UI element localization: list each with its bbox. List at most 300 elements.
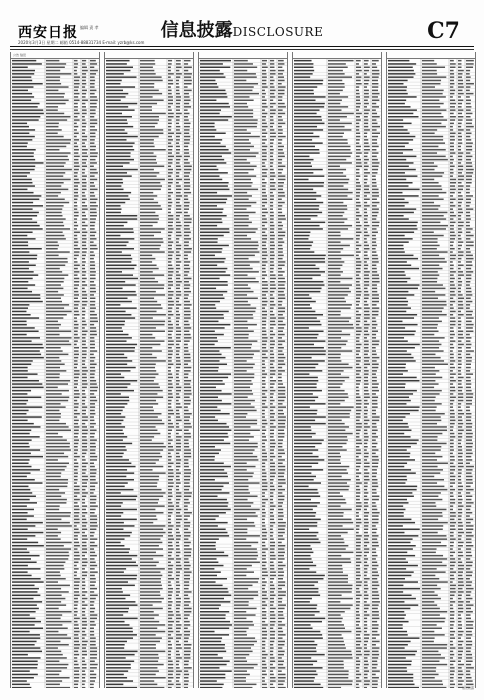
table-cell-text — [234, 238, 251, 240]
table-cell-text — [46, 618, 61, 620]
table-cell-text — [184, 674, 189, 676]
masthead-rule — [10, 46, 474, 47]
table-cell-text — [388, 189, 420, 191]
table-cell-text — [176, 255, 181, 257]
table-cell-text — [184, 96, 190, 98]
table-cell-text — [278, 274, 283, 276]
table-cell-text — [168, 585, 172, 587]
table-cell-text — [12, 119, 39, 121]
table-cell-text — [168, 423, 173, 425]
table-cell-text — [12, 96, 34, 98]
table-cell-text — [82, 169, 85, 171]
table-cell-text — [364, 482, 368, 484]
table-cell-text — [328, 281, 340, 283]
table-cell-text — [200, 472, 227, 474]
table-cell-text — [356, 591, 360, 593]
table-cell-text — [466, 106, 471, 108]
table-cell-text — [200, 512, 226, 514]
table-cell-text — [74, 304, 79, 306]
table-cell-text — [294, 657, 311, 659]
table-cell-text — [184, 350, 189, 352]
table-cell-text — [12, 80, 32, 82]
table-cell-text — [200, 453, 219, 455]
table-cell-text — [372, 360, 377, 362]
table-cell-text — [46, 248, 58, 250]
table-cell-text — [458, 261, 461, 263]
table-cell-text — [294, 426, 311, 428]
table-cell-text — [176, 684, 181, 686]
table-cell-text — [278, 156, 285, 158]
table-cell-text — [270, 463, 275, 465]
table-cell-text — [262, 205, 265, 207]
table-cell-text — [106, 106, 128, 108]
table-cell-text — [140, 545, 159, 547]
table-cell-text — [90, 321, 98, 323]
table-cell-text — [278, 552, 285, 554]
table-cell-text — [74, 212, 79, 214]
table-cell-text — [176, 661, 179, 663]
table-cell-text — [364, 281, 369, 283]
table-cell-text — [372, 248, 376, 250]
table-cell-text — [74, 529, 79, 531]
table-cell-text — [422, 284, 443, 286]
table-cell-text — [458, 251, 464, 253]
table-cell-text — [46, 463, 69, 465]
table-cell-text — [12, 321, 27, 323]
table-cell-text — [184, 482, 190, 484]
table-cell-text — [364, 436, 369, 438]
table-cell-text — [372, 439, 376, 441]
table-cell-text — [82, 235, 86, 237]
table-cell-text — [278, 492, 282, 494]
table-cell-text — [422, 113, 441, 115]
table-cell-text — [168, 175, 171, 177]
table-cell-text — [262, 472, 266, 474]
table-cell-text — [262, 129, 266, 131]
table-cell-text — [168, 667, 173, 669]
table-cell-text — [270, 459, 273, 461]
table-cell-text — [466, 271, 473, 273]
table-cell-text — [234, 288, 251, 290]
table-cell-text — [82, 208, 88, 210]
table-cell-text — [184, 555, 191, 557]
table-cell-text — [12, 588, 39, 590]
table-cell-text — [82, 532, 85, 534]
table-cell-text — [356, 529, 359, 531]
table-cell-text — [278, 80, 285, 82]
table-cell-text — [356, 288, 361, 290]
disclosure-columns — [10, 52, 474, 692]
table-cell-text — [74, 83, 80, 85]
table-cell-text — [184, 446, 189, 448]
table-cell-text — [82, 70, 88, 72]
table-cell-text — [328, 185, 344, 187]
table-cell-text — [278, 571, 284, 573]
table-cell-text — [82, 413, 86, 415]
table-cell-text — [262, 215, 266, 217]
table-cell-text — [372, 142, 377, 144]
table-cell-text — [372, 119, 376, 121]
table-cell-text — [356, 136, 360, 138]
table-cell-text — [12, 502, 37, 504]
table-cell-text — [364, 595, 369, 597]
table-cell-text — [278, 288, 285, 290]
table-cell-text — [140, 535, 163, 537]
table-cell-text — [262, 687, 267, 688]
table-cell-text — [422, 324, 438, 326]
table-cell-text — [234, 641, 257, 643]
table-cell-text — [12, 281, 28, 283]
table-cell-text — [278, 109, 283, 111]
table-cell-text — [234, 529, 247, 531]
table-cell-text — [278, 364, 285, 366]
table-cell-text — [372, 529, 377, 531]
table-cell-text — [176, 472, 181, 474]
table-cell-text — [278, 601, 282, 603]
table-cell-text — [270, 235, 275, 237]
table-cell-text — [12, 410, 29, 412]
table-cell-text — [46, 499, 67, 501]
table-cell-text — [12, 304, 29, 306]
table-cell-text — [294, 459, 324, 461]
table-cell-text — [328, 317, 351, 319]
table-cell-text — [388, 265, 411, 267]
table-cell-text — [364, 274, 369, 276]
table-cell-text — [168, 182, 173, 184]
table-cell-text — [12, 192, 34, 194]
table-cell-text — [372, 634, 380, 636]
table-cell-text — [262, 459, 267, 461]
table-cell-text — [106, 291, 136, 293]
table-cell-text — [82, 182, 87, 184]
table-cell-text — [200, 307, 216, 309]
table-cell-text — [74, 142, 77, 144]
table-cell-text — [168, 571, 173, 573]
table-cell-text — [176, 621, 180, 623]
table-cell-text — [372, 674, 376, 676]
table-cell-text — [82, 199, 87, 201]
table-cell-text — [82, 185, 86, 187]
table-cell-text — [12, 60, 36, 62]
table-cell-text — [176, 393, 179, 395]
table-cell-text — [106, 436, 127, 438]
table-cell-text — [356, 354, 359, 356]
table-cell-text — [90, 439, 97, 441]
table-cell-text — [458, 139, 462, 141]
table-cell-text — [422, 265, 439, 267]
table-cell-text — [234, 169, 254, 171]
table-cell-text — [328, 581, 348, 583]
table-cell-text — [82, 410, 86, 412]
table-cell-text — [278, 175, 285, 177]
table-cell-text — [262, 80, 266, 82]
table-cell-text — [200, 235, 224, 237]
table-cell-text — [262, 271, 266, 273]
table-cell-text — [200, 611, 229, 613]
table-cell-text — [200, 324, 230, 326]
table-cell-text — [270, 552, 274, 554]
table-cell-text — [364, 268, 368, 270]
table-cell-text — [200, 486, 223, 488]
table-cell-text — [364, 634, 370, 636]
table-cell-text — [234, 400, 255, 402]
table-cell-text — [106, 373, 121, 375]
table-cell-text — [262, 185, 266, 187]
table-cell-text — [450, 304, 453, 306]
table-cell-text — [106, 489, 134, 491]
table-cell-text — [364, 588, 368, 590]
table-cell-text — [46, 199, 65, 201]
table-cell-text — [328, 621, 342, 623]
table-cell-text — [270, 274, 276, 276]
table-cell-text — [356, 337, 359, 339]
table-cell-text — [82, 525, 86, 527]
table-cell-text — [46, 466, 67, 468]
table-cell-text — [200, 291, 227, 293]
table-cell-text — [200, 268, 227, 270]
table-cell-text — [12, 400, 28, 402]
table-cell-text — [372, 288, 377, 290]
table-cell-text — [140, 80, 163, 82]
table-cell-text — [176, 284, 180, 286]
table-cell-text — [46, 565, 64, 567]
table-cell-text — [168, 548, 174, 550]
table-cell-text — [466, 192, 470, 194]
table-cell-text — [90, 684, 94, 686]
table-cell-text — [262, 479, 266, 481]
table-cell-text — [12, 456, 43, 458]
table-cell-text — [46, 175, 63, 177]
table-cell-text — [82, 674, 86, 676]
table-cell-text — [200, 83, 217, 85]
table-cell-text — [270, 360, 275, 362]
table-cell-text — [184, 628, 188, 630]
table-cell-text — [140, 634, 156, 636]
table-cell-text — [262, 149, 266, 151]
table-cell-text — [140, 624, 165, 626]
table-cell-text — [294, 637, 323, 639]
table-cell-text — [270, 301, 274, 303]
table-cell-text — [372, 628, 378, 630]
table-cell-text — [12, 331, 39, 333]
table-cell-text — [328, 687, 341, 688]
table-cell-text — [176, 139, 180, 141]
table-cell-text — [364, 657, 367, 659]
table-cell-text — [270, 212, 274, 214]
table-cell-text — [270, 410, 273, 412]
table-cell-text — [328, 416, 350, 418]
table-cell-text — [328, 502, 346, 504]
table-cell-text — [106, 476, 126, 478]
table-cell-text — [278, 86, 286, 88]
table-cell-text — [74, 106, 78, 108]
table-cell-text — [46, 548, 71, 550]
table-cell-text — [74, 232, 80, 234]
table-cell-text — [46, 542, 72, 544]
table-cell-text — [364, 499, 369, 501]
table-cell-text — [74, 271, 79, 273]
table-cell-text — [450, 248, 455, 250]
table-cell-text — [90, 367, 95, 369]
table-cell-text — [388, 225, 417, 227]
table-cell-text — [106, 568, 126, 570]
table-cell-text — [328, 390, 345, 392]
table-cell-text — [168, 185, 171, 187]
table-cell-text — [278, 604, 286, 606]
table-cell-text — [278, 476, 284, 478]
table-cell-text — [278, 486, 282, 488]
table-cell-text — [176, 228, 181, 230]
table-cell-text — [200, 182, 229, 184]
table-cell-text — [372, 555, 377, 557]
table-cell-text — [278, 439, 283, 441]
table-cell-text — [466, 149, 472, 151]
table-cell-text — [356, 189, 361, 191]
table-cell-text — [294, 446, 315, 448]
table-cell-text — [328, 93, 340, 95]
table-cell-text — [270, 129, 274, 131]
table-cell-text — [168, 380, 172, 382]
table-cell-text — [364, 265, 368, 267]
table-cell-text — [12, 637, 40, 639]
table-cell-text — [364, 542, 369, 544]
table-cell-text — [356, 70, 362, 72]
table-cell-text — [82, 80, 86, 82]
table-cell-text — [356, 568, 360, 570]
table-cell-text — [82, 304, 87, 306]
table-cell-text — [200, 423, 227, 425]
table-cell-text — [46, 179, 71, 181]
table-cell-text — [90, 588, 97, 590]
table-cell-text — [184, 324, 190, 326]
table-cell-text — [74, 664, 79, 666]
table-cell-text — [356, 525, 360, 527]
table-cell-text — [82, 228, 86, 230]
table-cell-text — [262, 364, 265, 366]
table-cell-text — [140, 344, 160, 346]
table-cell-text — [356, 578, 360, 580]
table-cell-text — [12, 439, 32, 441]
table-cell-text — [12, 195, 41, 197]
table-cell-text — [262, 492, 265, 494]
table-cell-text — [168, 479, 173, 481]
table-cell-text — [184, 212, 188, 214]
table-cell-text — [140, 106, 152, 108]
table-cell-text — [82, 142, 85, 144]
table-cell-text — [450, 175, 453, 177]
table-cell-text — [234, 80, 246, 82]
table-cell-text — [364, 215, 368, 217]
table-cell-text — [372, 393, 376, 395]
table-cell-text — [200, 311, 229, 313]
table-cell-text — [270, 258, 274, 260]
table-cell-text — [372, 436, 378, 438]
table-cell-text — [200, 162, 226, 164]
table-cell-text — [82, 311, 86, 313]
table-cell-text — [140, 604, 153, 606]
table-cell-text — [12, 175, 27, 177]
table-cell-text — [262, 558, 266, 560]
table-cell-text — [356, 657, 359, 659]
table-cell-text — [90, 469, 97, 471]
table-cell-text — [364, 360, 369, 362]
table-cell-text — [74, 684, 78, 686]
table-cell-text — [356, 459, 361, 461]
table-cell-text — [90, 674, 96, 676]
table-cell-text — [356, 492, 360, 494]
table-cell-text — [328, 126, 345, 128]
table-cell-text — [294, 255, 326, 257]
table-cell-text — [176, 103, 180, 105]
table-cell-text — [422, 235, 444, 237]
table-cell-text — [184, 598, 190, 600]
table-cell-text — [356, 321, 360, 323]
table-cell-text — [372, 331, 378, 333]
table-cell-text — [106, 532, 132, 534]
table-cell-text — [458, 248, 461, 250]
table-cell-text — [46, 651, 61, 653]
table-cell-text — [168, 519, 171, 521]
table-cell-text — [82, 205, 87, 207]
table-cell-text — [74, 687, 78, 688]
table-cell-text — [12, 235, 27, 237]
table-cell-text — [168, 522, 171, 524]
table-cell-text — [12, 634, 40, 636]
table-cell-text — [46, 377, 59, 379]
table-cell-text — [270, 83, 273, 85]
table-cell-text — [12, 228, 43, 230]
table-cell-text — [270, 634, 275, 636]
table-cell-text — [262, 575, 268, 577]
table-cell-text — [294, 159, 314, 161]
table-cell-text — [364, 611, 367, 613]
table-cell-text — [270, 208, 273, 210]
table-cell-text — [200, 76, 225, 78]
table-cell-text — [450, 156, 453, 158]
table-cell-text — [184, 614, 190, 616]
table-cell-text — [364, 298, 369, 300]
table-cell-text — [388, 156, 416, 158]
table-cell-text — [234, 166, 257, 168]
table-cell-text — [184, 149, 189, 151]
table-cell-text — [270, 657, 275, 659]
table-cell-text — [364, 327, 368, 329]
table-cell-text — [388, 235, 405, 237]
table-cell-text — [328, 354, 341, 356]
table-cell-text — [450, 241, 454, 243]
table-cell-text — [82, 515, 85, 517]
table-cell-text — [82, 281, 85, 283]
table-cell-text — [140, 327, 156, 329]
table-cell-text — [294, 172, 313, 174]
table-cell-text — [12, 545, 44, 547]
table-cell-text — [184, 558, 189, 560]
table-cell-text — [74, 340, 78, 342]
table-cell-text — [74, 604, 78, 606]
table-cell-text — [234, 479, 248, 481]
table-cell-text — [270, 677, 276, 679]
table-cell-text — [450, 225, 454, 227]
table-cell-text — [294, 337, 317, 339]
table-cell-text — [328, 446, 342, 448]
table-cell-text — [270, 423, 273, 425]
table-cell-text — [140, 100, 164, 102]
table-cell-text — [270, 479, 274, 481]
table-cell-text — [466, 67, 473, 69]
table-cell-text — [176, 595, 179, 597]
table-cell-text — [106, 463, 131, 465]
table-cell-text — [90, 245, 97, 247]
